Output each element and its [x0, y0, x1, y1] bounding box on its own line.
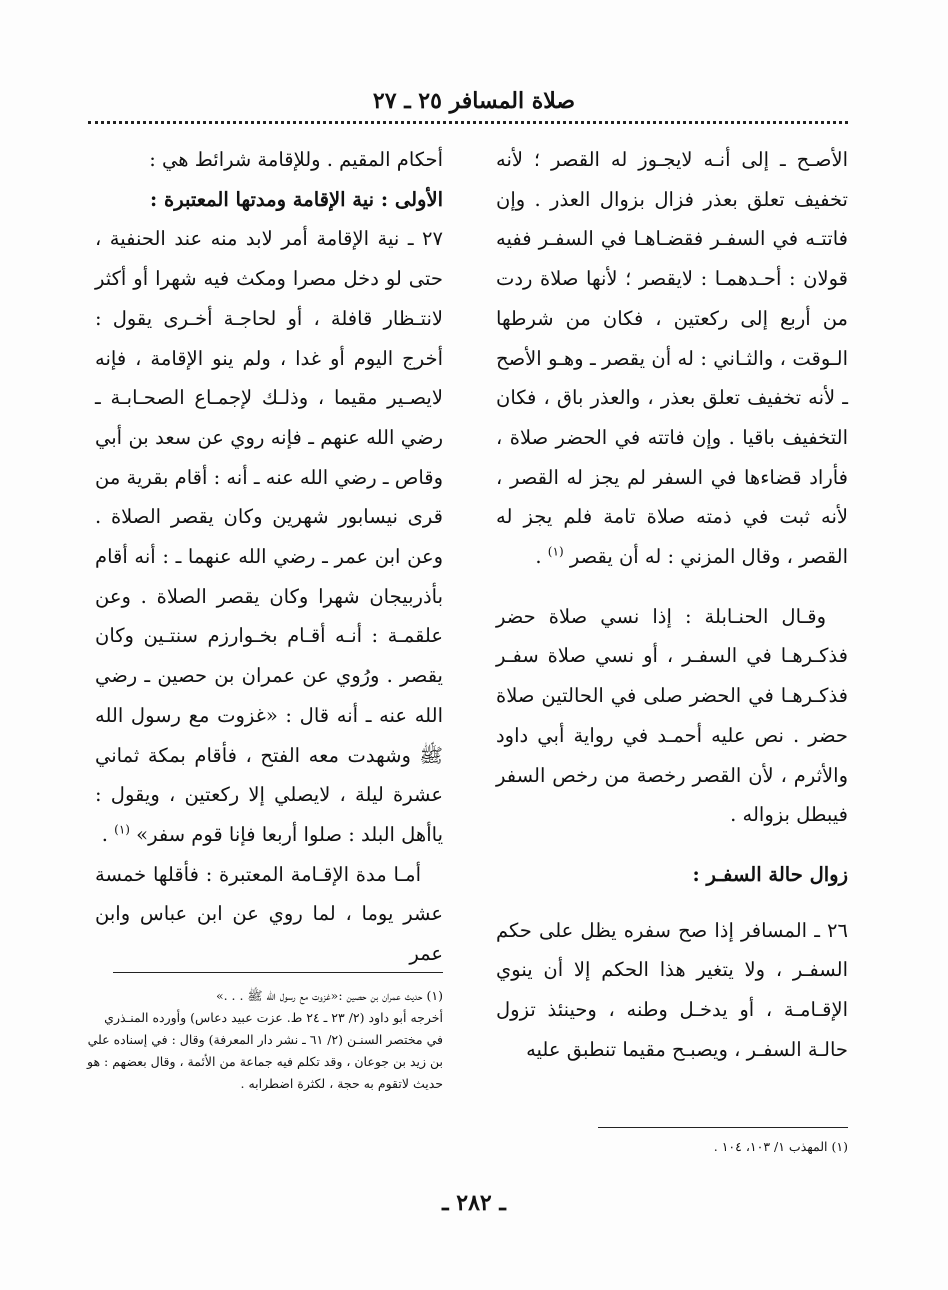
section-heading-left: الأولى : نية الإقامة ومدتها المعتبرة :: [150, 187, 443, 211]
paragraph-left-3: أمـا مدة الإقـامة المعتبرة : فأقلها خمسة عشر يوما ، لما روي عن ابن عباس وابن عمر: [95, 862, 443, 966]
paragraph-left-1: أحكام المقيم . وللإقامة شرائط هي :: [149, 148, 443, 171]
header-dotted-rule: [88, 121, 848, 124]
right-column: [496, 140, 848, 1069]
paragraph-right-3: ٢٦ ـ المسافر إذا صح سفره يظل على حكم السفـر ، ولا يتغير هذا الحكم إلا أن ينوي الإقـامـة ، أو يدخـل وطنه ، وحينئذ تزول حالـة السفـر ، ويصبـح مقيما تنطبق عليه: [496, 918, 848, 1061]
paragraph-right-1: الأصـح ـ إلى أنـه لايجـوز له القصر ؛ لأنه تخفيف تعلق بعذر فزال بزوال العذر . وإن فاتتـه في السفـر فقضـاهـا في السفـر ففيه قولان : أحـدهمـا : لايقصر ؛ لأنها صلاة ردت من أربع إلى ركعتين ، فكان من شرطها الـوقت ، والثـاني : له أن يقصر ـ وهـو الأصح ـ لأنه تخفيف تعلق بعذر ، والعذر باق ، فكان التخفيف باقيا . وإن فاتته في الحضر صلاة ، فأراد قضاءها في السفر لم يجز له القصر ، لأنه ثبت في ذمته صلاة تامة فلم يجز له القصر ، وقال المزني : له أن يقصر $^{(١)}$ .: [496, 148, 848, 569]
section-heading-right: زوال حالة السفـر :: [692, 862, 848, 886]
footnotes-right: [496, 1136, 848, 1158]
footnote-left-2: أخرجه أبو داود (٢/ ٢٣ ـ ٢٤ ط. عزت عبيد دعاس) وأورده المنـذري في مختصر السنـن (٢/ ٦١ ـ نشر دار المعرفة) وقال : في إسناده علي بن زيد بن جوعان ، وقد تكلم فيه جماعة من الأئمة ، وقال بعضهم : هو حديث لاتقوم به حجة ، لكثرة اضطرابه .: [87, 1010, 443, 1091]
page-number: ـ ٢٨٢ ـ: [442, 1190, 506, 1216]
left-column: [95, 140, 443, 974]
footnote-divider-right: [598, 1127, 848, 1128]
paragraph-right-2: وقـال الحنـابلة : إذا نسي صلاة حضر فذكـرهـا في السفـر ، أو نسي صلاة سفـر فذكـرهـا في الحضر صلى في الحالتين صلاة حضر . نص عليه أحمـد في رواية أبي داود والأثرم ، لأن القصر رخصة من رخص السفر فيبطل بزواله .: [496, 604, 848, 827]
footnote-right-1: (١) المهذب ١/ ١٠٣، ١٠٤ .: [713, 1139, 848, 1154]
running-header: صلاة المسافر ٢٥ ـ ٢٧: [372, 88, 576, 114]
paragraph-left-2: ٢٧ ـ نية الإقامة أمر لابد منه عند الحنفية ، حتى لو دخل مصرا ومكث فيه شهرا أو أكثر لانتـظار قافلة ، أو لحاجـة أخـرى يقول : أخرج اليوم أو غدا ، ولم ينو الإقامة ، فإنه لايصـير مقيما ، وذلـك لإجمـاع الصحـابـة ـ رضي الله عنهم ـ فإنه روي عن سعد بن أبي وقاص ـ رضي الله عنه ـ أنه : أقام بقرية من قرى نيسابور شهرين وكان يقصر الصلاة . وعن ابن عمر ـ رضي الله عنهما ـ : أنه أقام بأذربيجان شهرا وكان يقصر الصلاة . وعن علقمـة : أنـه أقـام بخـوارزم سنتـين وكان يقصر . ورُوي عن عمران بن حصين ـ رضي الله عنه ـ أنه قال : «غزوت مع رسول الله ﷺ وشهدت معه الفتح ، فأقام بمكة ثماني عشرة ليلة ، لايصلي إلا ركعتين ، ويقول : ياأهل البلد : صلوا أربعا فإنا قوم سفر» $^{(١)}$ .: [95, 227, 443, 846]
footnote-ref[interactable]: (١): [114, 822, 130, 837]
footnotes-left: [85, 985, 443, 1095]
footnote-divider-left: [113, 972, 443, 973]
footnote-left-1: (١) حديث عمران بن حصين :«غزوت مع رسول الله ﷺ . . .»: [215, 988, 443, 1003]
footnote-ref[interactable]: (١): [547, 544, 564, 559]
